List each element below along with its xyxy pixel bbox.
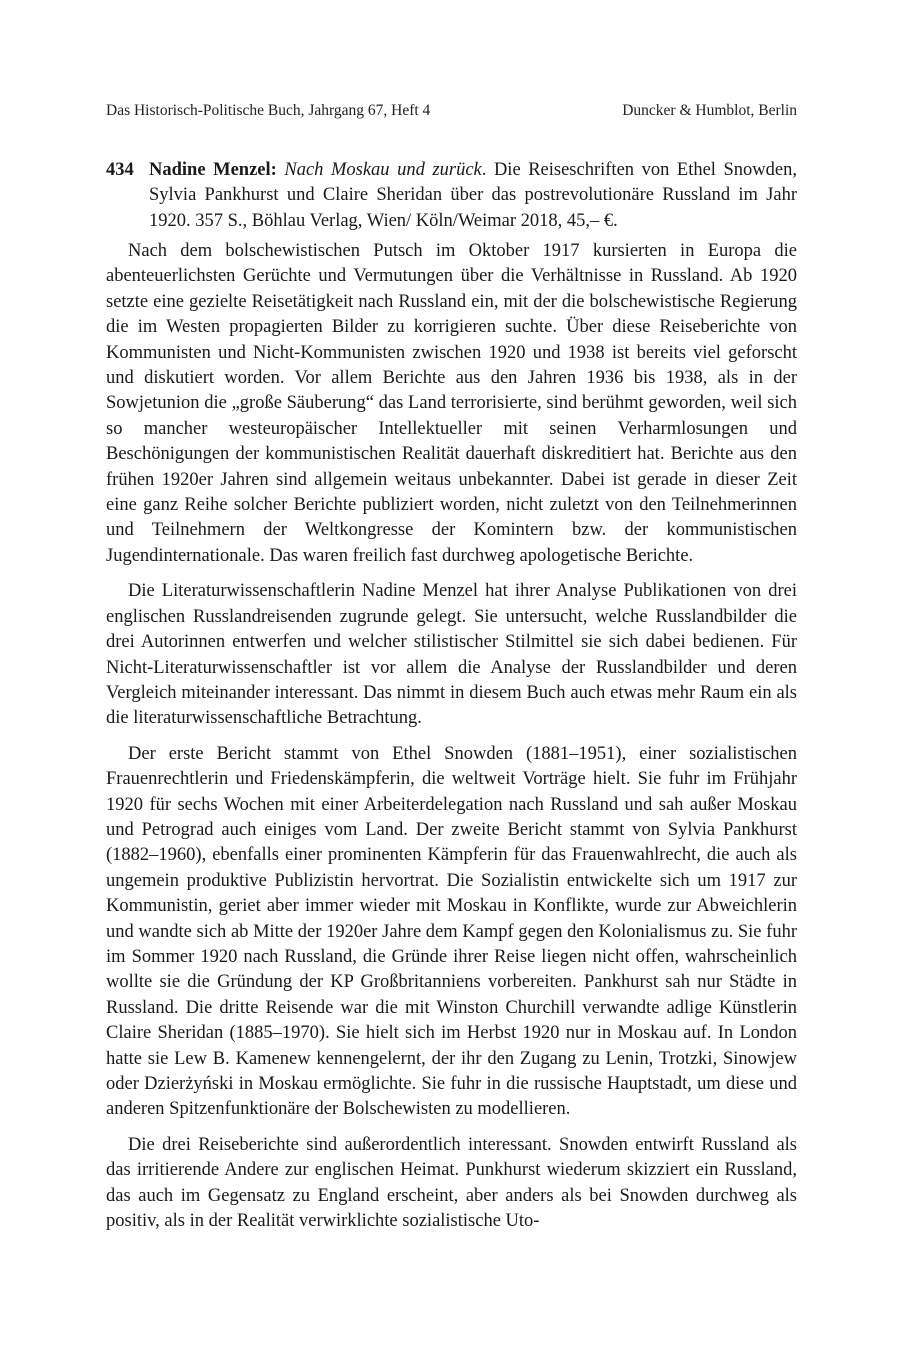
entry-citation — [149, 158, 797, 234]
entry-number: 434 — [106, 160, 134, 180]
running-header — [106, 101, 797, 121]
paragraph-3: Der erste Bericht stammt von Ethel Snowden (1881–1951), einer sozialistischen Frauenrechtlerin und Friedenskämpferin, die weltweit Vorträge hielt. Sie fuhr im Frühjahr 1920 für sechs Wochen mit einer Arbeiterdelegation nach Russland und sah außer Moskau und Petrograd auch einiges vom Land. Der zweite Bericht stammt von Sylvia Pankhurst (1882–1960), ebenfalls einer prominenten Kämpferin für das Frauenwahlrecht, die auch als ungemein produktive Publizistin hervortrat. Die Sozialistin entwickelte sich um 1917 zur Kommunistin, geriet aber immer wieder mit Moskau in Konflikte, wurde zur Abweichlerin und wandte sich ab Mitte der 1920er Jahre dem Kampf gegen den Kolonialismus zu. Sie fuhr im Sommer 1920 nach Russland, die Gründe ihrer Reise liegen nicht offen, wahrscheinlich wollte sie die Gründung der KP Großbritanniens vorbereiten. Pankhurst sah nur Städte in Russland. Die dritte Reisende war die mit Winston Churchill verwandte adlige Künstlerin Claire Sheridan (1885–1970). Sie hielt sich im Herbst 1920 nur in Moskau auf. In London hatte sie Lew B. Kamenew kennengelernt, der ihr den Zugang zu Lenin, Trotzki, Sinowjew oder Dzierżyński in Moskau ermöglichte. Sie fuhr in die russische Hauptstadt, um diese und anderen Spitzenfunktionäre der Bolschewisten zu modellieren. — [106, 743, 797, 1120]
entry-author: Nadine Menzel: — [149, 160, 277, 180]
review-body — [106, 239, 797, 1244]
entry-details: . Die Reiseschriften von Ethel Snowden, Sylvia Pankhurst und Claire Sheridan über das postrevolutionäre Russland im Jahr 1920. 357 S., Böhlau Verlag, Wien/ Köln/Weimar 2018, 45,– €. — [149, 160, 797, 231]
paragraph-4: Die drei Reiseberichte sind außerordentlich interessant. Snowden entwirft Russland als das irritierende Andere zur englischen Heimat. Punkhurst wiederum skizziert ein Russland, das auch im Gegensatz zu England erscheint, aber anders als bei Snowden durchweg als positiv, als in der Realität verwirklichte sozialistische Uto- — [106, 1134, 797, 1232]
entry-title: Nach Moskau und zurück — [284, 160, 482, 180]
publisher-name: Duncker & Humblot, Berlin — [622, 102, 797, 119]
review-entry — [106, 158, 797, 234]
paragraph-2: Die Literaturwissenschaftlerin Nadine Menzel hat ihrer Analyse Publikationen von drei englischen Russlandreisenden zugrunde gelegt. Sie untersucht, welche Russlandbilder die drei Autorinnen entwerfen und welcher stilistischer Stilmittel sie sich dabei bedienen. Für Nicht-Literaturwissenschaftler ist vor allem die Analyse der Russlandbilder und deren Vergleich miteinander interessant. Das nimmt in diesem Buch auch etwas mehr Raum ein als die literaturwissenschaftliche Betrachtung. — [106, 581, 797, 729]
journal-title: Das Historisch-Politische Buch, Jahrgang 67, Heft 4 — [106, 102, 431, 119]
paragraph-1: Nach dem bolschewistischen Putsch im Oktober 1917 kursierten in Europa die abenteuerlichsten Gerüchte und Vermutungen über die Verhältnisse in Russland. Ab 1920 setzte eine gezielte Reisetätigkeit nach Russland ein, mit der die bolschewistische Regierung die im Westen propagierten Bilder zu korrigieren suchte. Über diese Reiseberichte von Kommunisten und Nicht-Kommunisten zwischen 1920 und 1938 ist bereits viel geforscht und diskutiert worden. Vor allem Berichte aus den Jahren 1936 bis 1938, als in der Sowjetunion die „große Säuberung“ das Land terrorisierte, sind berühmt geworden, weil sich so mancher westeuropäischer Intellektueller mit seinen Verharmlosungen und Beschönigungen der kommunistischen Realität dauerhaft diskreditiert hat. Berichte aus den frühen 1920er Jahren sind allgemein weitaus unbekannter. Dabei ist gerade in dieser Zeit eine ganz Reihe solcher Berichte publiziert worden, nicht zuletzt von den Teilnehmerinnen und Teilnehmern der Weltkongresse der Komintern bzw. der kommunistischen Jugendinternationale. Das waren freilich fast durchweg apologetische Berichte. — [106, 241, 797, 566]
